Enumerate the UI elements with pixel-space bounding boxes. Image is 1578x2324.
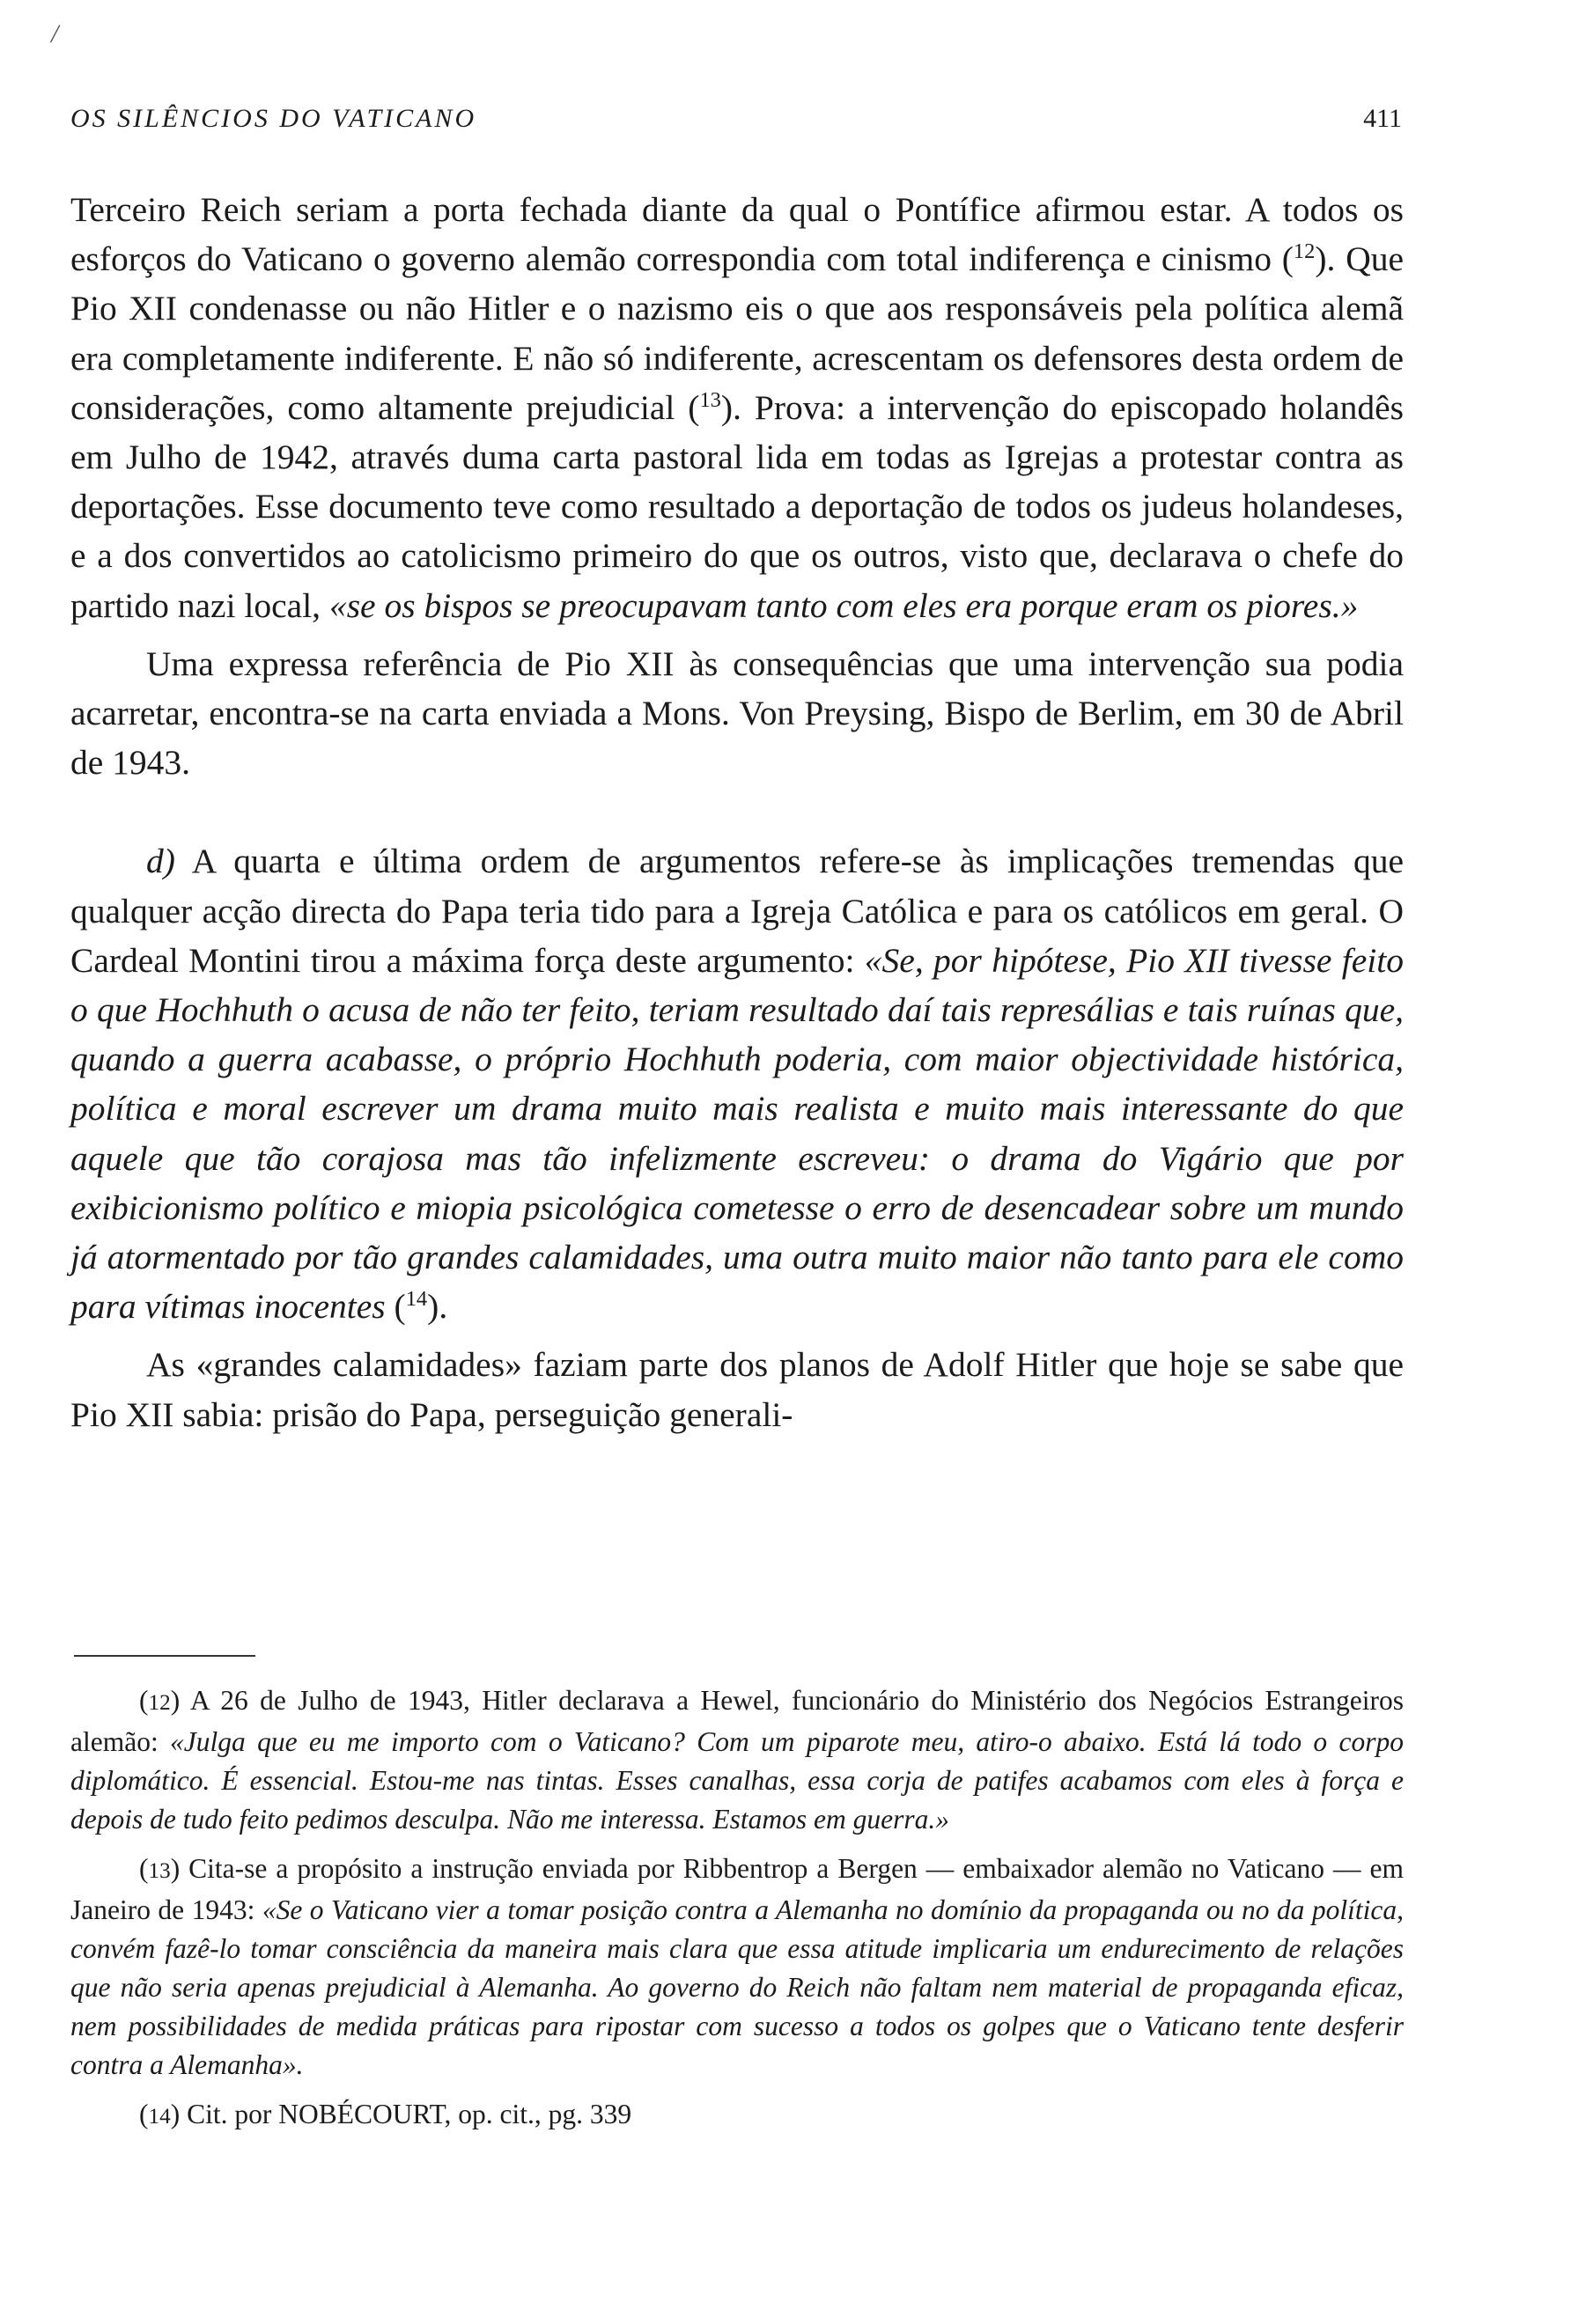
running-title: OS SILÊNCIOS DO VATICANO bbox=[70, 104, 477, 133]
paragraph-2: Uma expressa referência de Pio XII às consequências que uma intervenção sua podia acarretar, encontra-se na carta enviada a Mons. Von Preysing, Bispo de Berlim, em 30 de Abril de 1943. bbox=[70, 644, 1404, 783]
margin-pencil-mark: / bbox=[51, 19, 59, 48]
paragraph-3-quote: «Se, por hipótese, Pio XII tivesse feito o que Hochhuth o acusa de não ter feito, teriam resultado daí tais represálias e tais ruínas que, quando a guerra acabasse, o próprio Hochhuth poderia, com maior objectividade histórica, política e moral escrever um drama muito mais realista e muito mais interessante do que aquele que tão corajosa mas tão infelizmente escreveu: o drama do Vigário que por exibicionismo político e miopia psicológica cometesse o erro de desencadear sobre um mundo já atormentado por tão grandes calamidades, uma outra muito maior não tanto para ele como para vítimas inocentes bbox=[70, 940, 1404, 1327]
section-label-d: d) bbox=[146, 842, 175, 881]
footnote-13: (13) Cita-se a propósito a instrução enviada por Ribbentrop a Bergen — embaixador alemão no Vaticano — em Janeiro de 1943: «Se o Vaticano vier a tomar posição contra a Alemanha no domínio da propaganda ou no da política, convém fazê-lo tomar consciência da maneira mais clara que essa atitude implicaria um endurecimento de relações que não seria apenas prejudicial à Alemanha. Ao governo do Reich não faltam nem material de propaganda eficaz, nem possibilidades de medida práticas para ripostar com sucesso a todos os golpes que o Vaticano tente desferir contra a Alemanha». bbox=[70, 1853, 1404, 2080]
paragraph-4: As «grandes calamidades» faziam parte dos planos de Adolf Hitler que hoje se sabe que Pio XII sabia: prisão do Papa, perseguição generali- bbox=[70, 1345, 1404, 1434]
paragraph-3-text: A quarta e última ordem de argumentos refere-se às implicações tremendas que qualquer acção directa do Papa teria tido para a Igreja Católica e para os católicos em geral. O Cardeal Montini tirou a máxima força deste argumento: bbox=[70, 842, 1404, 980]
footnote-divider bbox=[74, 1655, 255, 1657]
footnote-number: 13 bbox=[148, 1859, 171, 1883]
footnote-ref-14[interactable]: 14 bbox=[405, 1287, 428, 1312]
paragraph-1-text-b: ). Que Pio XII condenasse ou não Hitler e o nazismo eis o que aos responsáveis pela política alemã era completamente indiferente. E não só indiferente, acrescentam os defensores desta ordem de considerações, como altamente prejudicial ( bbox=[70, 239, 1404, 427]
footnote-number: 14 bbox=[148, 2105, 171, 2129]
footnotes bbox=[70, 1681, 1404, 2147]
footnote-ref-12[interactable]: 12 bbox=[1293, 239, 1316, 264]
footnote-quote: «Julga que eu me importo com o Vaticano? Com um piparote meu, atiro-o abaixo. Está lá todo o corpo diplomático. É essencial. Estou-me nas tintas. Esses canalhas, essa corja de patifes acabamos com eles à força e depois de tudo feito pedimos desculpa. Não me interessa. Estamos em guerra.» bbox=[70, 1726, 1404, 1835]
body-text bbox=[70, 185, 1404, 1439]
footnote-text: A 26 de Julho de 1943, Hitler declarava a Hewel, funcionário do Ministério dos Negócios Estrangeiros alemão: bbox=[70, 1685, 1404, 1757]
footnote-14: (14) Cit. por NOBÉCOURT, op. cit., pg. 339 bbox=[139, 2099, 632, 2129]
paragraph-3 bbox=[70, 836, 1404, 1331]
paragraph-1-text-a: Terceiro Reich seriam a porta fechada diante da qual o Pontífice afirmou estar. A todos os esforços do Vaticano o governo alemão correspondia com total indiferença e cinismo ( bbox=[70, 190, 1404, 279]
paragraph-1-quote: «se os bispos se preocupavam tanto com eles era porque eram os piores.» bbox=[328, 585, 1359, 625]
footnote-12: (12) A 26 de Julho de 1943, Hitler declarava a Hewel, funcionário do Ministério dos Negócios Estrangeiros alemão: «Julga que eu me importo com o Vaticano? Com um piparote meu, atiro-o abaixo. Está lá todo o corpo diplomático. É essencial. Estou-me nas tintas. Esses canalhas, essa corja de patifes acabamos com eles à força e depois de tudo feito pedimos desculpa. Não me interessa. Estamos em guerra.» bbox=[70, 1685, 1404, 1835]
footnote-ref-13[interactable]: 13 bbox=[699, 387, 721, 412]
footnote-text: Cita-se a propósito a instrução enviada por Ribbentrop a Bergen — embaixador alemão no Vaticano — em Janeiro de 1943: bbox=[70, 1853, 1404, 1925]
paragraph-1 bbox=[70, 185, 1404, 630]
footnote-number: 12 bbox=[148, 1691, 171, 1715]
paragraph-1-text-c: ). Prova: a intervenção do episcopado holandês em Julho de 1942, através duma carta pastoral lida em todas as Igrejas a protestar contra as deportações. Esse documento teve como resultado a deportação de todos os judeus holandeses, e a dos convertidos ao catolicismo primeiro do que os outros, visto que, declarava o chefe do partido nazi local, bbox=[70, 387, 1404, 625]
footnote-text: Cit. por NOBÉCOURT, op. cit., pg. 339 bbox=[187, 2099, 632, 2129]
page-header bbox=[70, 104, 1402, 148]
paragraph-3-ref-close: ). bbox=[427, 1287, 448, 1327]
page-number: 411 bbox=[1363, 104, 1402, 133]
paragraph-3-ref-open: ( bbox=[385, 1287, 406, 1327]
footnote-quote: «Se o Vaticano vier a tomar posição contra a Alemanha no domínio da propaganda ou no da política, convém fazê-lo tomar consciência da maneira mais clara que essa atitude implicaria um endurecimento de relações que não seria apenas prejudicial à Alemanha. Ao governo do Reich não faltam nem material de propaganda eficaz, nem possibilidades de medida práticas para ripostar com sucesso a todos os golpes que o Vaticano tente desferir contra a Alemanha». bbox=[70, 1894, 1404, 2080]
